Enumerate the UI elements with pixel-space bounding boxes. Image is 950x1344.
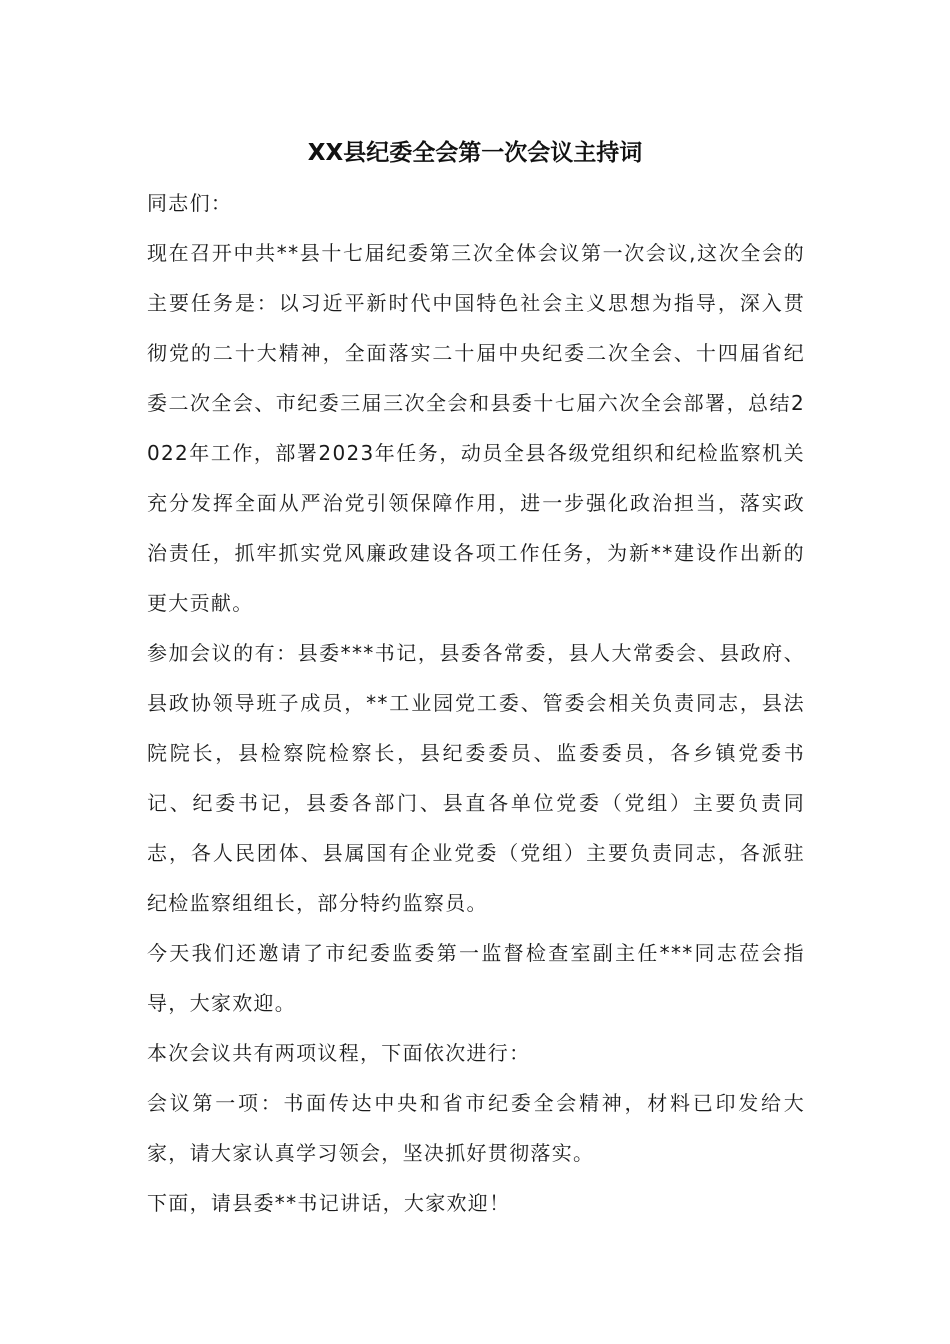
guest-welcome-paragraph: 今天我们还邀请了市纪委监委第一监督检查室副主任***同志莅会指导，大家欢迎。 — [147, 941, 805, 1015]
meeting-purpose-paragraph: 现在召开中共**县十七届纪委第三次全体会议第一次会议,这次全会的主要任务是：以习近平新时代中国特色社会主义思想为指导，深入贯彻党的二十大精神，全面落实二十届中央纪委二次全会、十四届省纪委二次全会、市纪委三届三次全会和县委十七届六次全会部署，总结2022年工作，部署2023年任务，动员全县各级党组织和纪检监察机关充分发挥全面从严治党引领保障作用，进一步强化政治担当，落实政治责任，抓牢抓实党风廉政建设各项工作任务，为新**建设作出新的更大贡献。 — [147, 241, 805, 615]
document-body — [147, 178, 805, 1228]
agenda-item-one-paragraph: 会议第一项：书面传达中央和省市纪委全会精神，材料已印发给大家，请大家认真学习领会，坚决抓好贯彻落实。 — [147, 1091, 805, 1165]
attendees-paragraph: 参加会议的有：县委***书记，县委各常委，县人大常委会、县政府、县政协领导班子成员，**工业园党工委、管委会相关负责同志，县法院院长，县检察院检察长，县纪委委员、监委委员，各乡镇党委书记、纪委书记，县委各部门、县直各单位党委（党组）主要负责同志，各人民团体、县属国有企业党委（党组）主要负责同志，各派驻纪检监察组组长，部分特约监察员。 — [147, 641, 805, 915]
salutation-paragraph: 同志们： — [147, 191, 233, 215]
agenda-intro-paragraph: 本次会议共有两项议程，下面依次进行： — [147, 1041, 531, 1065]
speech-invite-paragraph: 下面，请县委**书记讲话，大家欢迎！ — [147, 1191, 511, 1215]
document-title: XX县纪委全会第一次会议主持词 — [307, 140, 643, 166]
